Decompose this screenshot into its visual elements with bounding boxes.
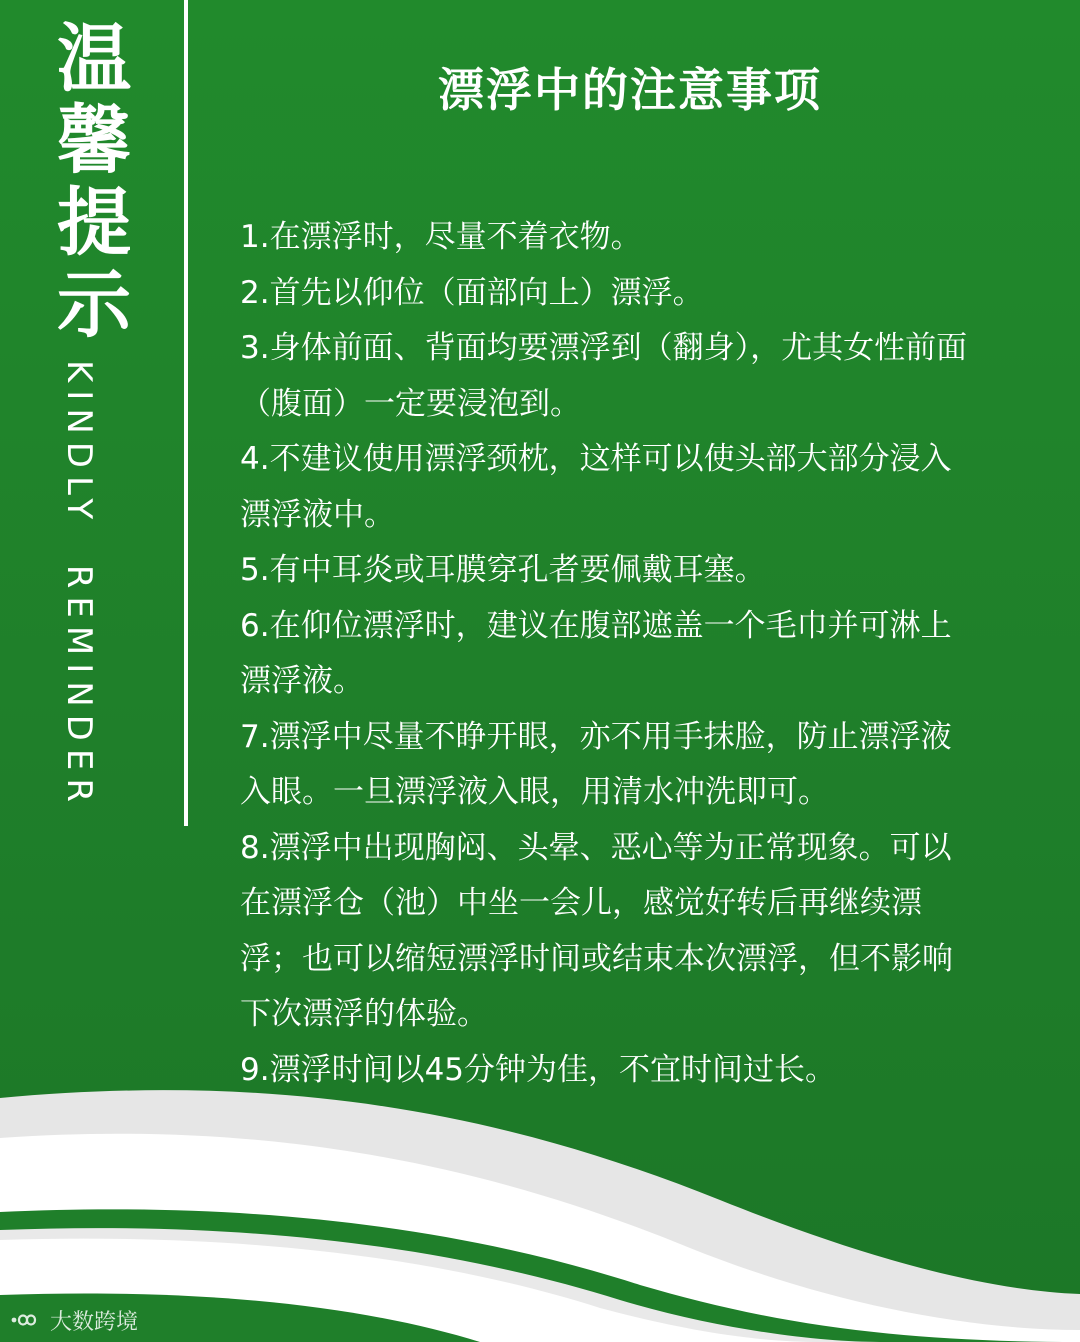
watermark-text: 大数跨境 xyxy=(50,1309,139,1335)
side-title: 温馨提示 xyxy=(57,16,131,348)
page-title: 漂浮中的注意事项 xyxy=(438,63,822,117)
side-subtitle: KINDLY REMINDER xyxy=(59,360,99,810)
list-item: 9.漂浮时间以45分钟为佳，不宜时间过长。 xyxy=(240,1051,837,1088)
watermark xyxy=(10,1305,138,1335)
list-item: 5.有中耳炎或耳膜穿孔者要佩戴耳塞。 xyxy=(240,552,766,588)
vertical-divider xyxy=(184,0,188,826)
notice-list xyxy=(240,210,970,1098)
list-item: 2.首先以仰位（面部向上）漂浮。 xyxy=(240,274,704,311)
list-item: 1.在漂浮时，尽量不着衣物。 xyxy=(240,219,642,255)
list-item: 6.在仰位漂浮时，建议在腹部遮盖一个毛巾并可淋上漂浮液。 xyxy=(240,607,952,699)
decorative-wave xyxy=(0,1080,1080,1342)
list-item: 8.漂浮中出现胸闷、头晕、恶心等为正常现象。可以在漂浮仓（池）中坐一会儿，感觉好转后再继续漂浮；也可以缩短漂浮时间或结束本次漂浮，但不影响下次漂浮的体验。 xyxy=(240,829,953,1032)
list-item: 4.不建议使用漂浮颈枕，这样可以使头部大部分浸入漂浮液中。 xyxy=(240,441,952,533)
list-item: 3.身体前面、背面均要漂浮到（翻身），尤其女性前面（腹面）一定要浸泡到。 xyxy=(240,330,968,422)
infinity-logo-icon xyxy=(10,1309,44,1331)
list-item: 7.漂浮中尽量不睁开眼，亦不用手抹脸，防止漂浮液入眼。一旦漂浮液入眼，用清水冲洗即可。 xyxy=(240,718,952,810)
